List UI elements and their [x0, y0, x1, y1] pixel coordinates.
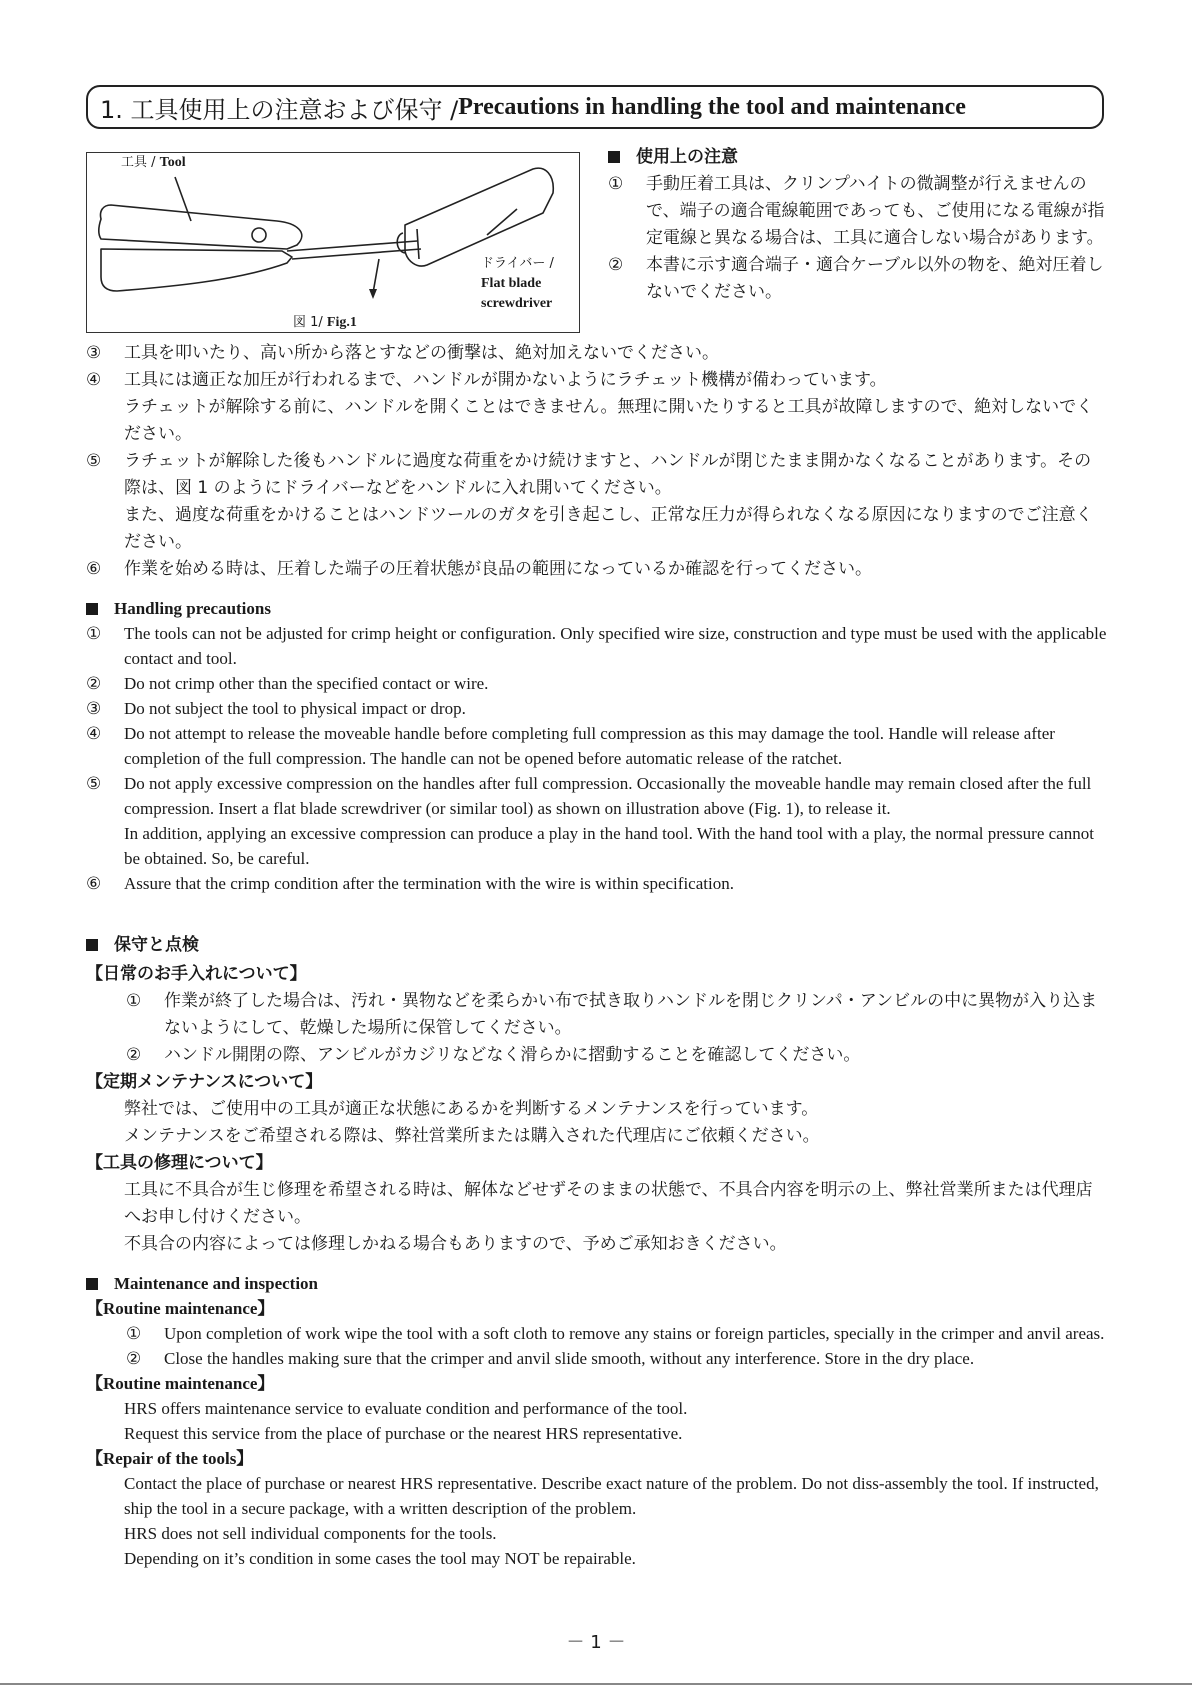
repair-title-en: 【Repair of the tools】 — [86, 1449, 254, 1468]
maintenance-heading-en-text: Maintenance and inspection — [114, 1274, 319, 1293]
usage-item-6 — [86, 556, 1108, 583]
maintenance-heading-jp-text: 保守と点検 — [114, 935, 199, 955]
item-text: Do not crimp other than the specified contact or wire. — [124, 674, 489, 693]
item-text-cont: ラチェットが解除する前に、ハンドルを開くことはできません。無理に開いたりすると工具が故障しますので、絶対しないでください。 — [124, 397, 1094, 444]
repair-line: HRS does not sell individual components for the tools. — [124, 1524, 497, 1543]
repair-line: Depending on it’s condition in some cases the tool may NOT be repairable. — [124, 1549, 636, 1568]
periodic-line: 弊社では、ご使用中の工具が適正な状態にあるかを判断するメンテナンスを行っています。 — [124, 1099, 819, 1119]
item-number: ③ — [86, 699, 102, 718]
usage-item-4 — [86, 367, 1108, 448]
item-number: ⑤ — [86, 451, 102, 471]
usage-notes-jp-full — [86, 340, 1108, 583]
repair-title-jp: 【工具の修理について】 — [86, 1153, 273, 1173]
maintenance-jp — [86, 932, 1108, 1258]
item-text-cont: In addition, applying an excessive compression can produce a play in the hand tool. With the hand tool with a play, the normal pressure cannot be obtained. So, be careful. — [124, 824, 1094, 868]
tool-figure — [86, 152, 580, 333]
page-number: － 1 － — [566, 1632, 626, 1653]
usage-item-2 — [608, 252, 1108, 306]
item-text: ハンドル開閉の際、アンビルがカジリなどなく滑らかに摺動することを確認してください。 — [164, 1045, 861, 1065]
square-bullet-icon — [86, 603, 98, 615]
usage-notes-jp-top — [608, 144, 1108, 306]
item-text: Close the handles making sure that the crimper and anvil slide smooth, without any interference. Store in the dry place. — [164, 1349, 975, 1368]
item-number: ① — [86, 624, 102, 643]
item-number: ① — [126, 1324, 142, 1343]
usage-item-5 — [86, 448, 1108, 556]
periodic-title-jp: 【定期メンテナンスについて】 — [86, 1072, 323, 1092]
driver-label-en-1: Flat blade — [481, 276, 542, 291]
routine-item-1-en — [126, 1321, 1108, 1346]
item-text-cont: また、過度な荷重をかけることはハンドツールのガタを引き起こし、正常な圧力が得られなくなる原因になりますのでご注意ください。 — [124, 505, 1093, 552]
driver-label — [481, 254, 554, 314]
periodic-line: Request this service from the place of purchase or the nearest HRS representative. — [124, 1424, 683, 1443]
driver-label-jp: ドライバー / — [481, 256, 554, 271]
routine-item-1-jp — [126, 988, 1108, 1042]
item-number: ② — [126, 1045, 142, 1065]
item-text: Assure that the crimp condition after the termination with the wire is within specification. — [124, 874, 734, 893]
item-number: ⑤ — [86, 774, 102, 793]
handling-item-5 — [86, 771, 1108, 871]
tool-label-jp: 工具 / — [121, 155, 160, 170]
routine-list-jp — [86, 988, 1108, 1069]
tool-label-en: Tool — [159, 155, 186, 170]
square-bullet-icon — [608, 151, 620, 163]
handling-item-4 — [86, 721, 1108, 771]
item-number: ② — [126, 1349, 142, 1368]
item-text: ラチェットが解除した後もハンドルに過度な荷重をかけ続けますと、ハンドルが閉じたまま開かなくなることがあります。その際は、図 1 のようにドライバーなどをハンドルに入れ開いてください。 — [124, 451, 1092, 498]
routine-item-2-jp — [126, 1042, 1108, 1069]
periodic-text-jp — [86, 1096, 1108, 1150]
routine-item-2-en — [126, 1346, 1108, 1371]
item-number: ⑥ — [86, 559, 102, 579]
item-number: ① — [126, 991, 142, 1011]
item-text: 手動圧着工具は、クリンプハイトの微調整が行えませんので、端子の適合電線範囲であっても、ご使用になる電線が指定電線と異なる場合は、工具に適合しない場合があります。 — [646, 174, 1105, 248]
item-text: Do not attempt to release the moveable handle before completing full compression as this may damage the tool. Handle will release after completion of the full compression. The handle can not be opened before automatic release of the ratchet. — [124, 724, 1055, 768]
maintenance-en — [86, 1271, 1108, 1571]
usage-heading-text: 使用上の注意 — [636, 147, 738, 167]
repair-line: Contact the place of purchase or nearest HRS representative. Describe exact nature of the problem. Do not diss-assembly the tool. If instructed, ship the tool in a secure package, with a written description of the problem. — [124, 1474, 1099, 1518]
handling-item-1 — [86, 621, 1108, 671]
item-text: The tools can not be adjusted for crimp height or configuration. Only specified wire size, construction and type must be used with the applicable contact and tool. — [124, 624, 1107, 668]
item-text: 工具を叩いたり、高い所から落とすなどの衝撃は、絶対加えないでください。 — [124, 343, 719, 363]
tool-label — [121, 151, 186, 171]
item-text: 工具には適正な加圧が行われるまで、ハンドルが開かないようにラチェット機構が備わっています。 — [124, 370, 887, 390]
item-number: ⑥ — [86, 874, 102, 893]
figure-caption-en: Fig.1 — [326, 315, 357, 330]
handling-item-3 — [86, 696, 1108, 721]
repair-line: 不具合の内容によっては修理しかねる場合もありますので、予めご承知おきください。 — [124, 1234, 787, 1254]
item-number: ③ — [86, 343, 102, 363]
handling-heading-text: Handling precautions — [114, 599, 271, 618]
item-text: Do not apply excessive compression on the handles after full compression. Occasionally the moveable handle may remain closed after the full compression. Insert a flat blade screwdriver (or similar tool) as shown on illustration above (Fig. 1), to release it. — [124, 774, 1092, 818]
item-number: ② — [86, 674, 102, 693]
repair-text-jp — [86, 1177, 1108, 1258]
handling-precautions-en — [86, 596, 1108, 896]
item-text: Do not subject the tool to physical impact or drop. — [124, 699, 466, 718]
periodic-line: メンテナンスをご希望される際は、弊社営業所または購入された代理店にご依頼ください。 — [124, 1126, 820, 1146]
section-title — [86, 85, 1104, 129]
item-text: Upon completion of work wipe the tool with a soft cloth to remove any stains or foreign particles, specially in the crimper and anvil areas. — [164, 1324, 1105, 1343]
item-number: ④ — [86, 724, 102, 743]
section-title-jp: 1. 工具使用上の注意および保守 / — [100, 95, 459, 124]
driver-label-en-2: screwdriver — [481, 296, 553, 311]
usage-item-1 — [608, 171, 1108, 252]
figure-caption — [293, 311, 357, 331]
maintenance-heading-jp — [86, 932, 1108, 959]
routine-title-jp: 【日常のお手入れについて】 — [86, 964, 307, 984]
figure-caption-jp: 図 1/ — [293, 315, 327, 330]
handling-item-6 — [86, 871, 1108, 896]
usage-heading — [608, 144, 1108, 171]
item-text: 作業を始める時は、圧着した端子の圧着状態が良品の範囲になっているか確認を行ってください。 — [124, 559, 872, 579]
periodic-line: HRS offers maintenance service to evaluate condition and performance of the tool. — [124, 1399, 688, 1418]
section-title-en: Precautions in handling the tool and maintenance — [458, 93, 966, 120]
item-text: 本書に示す適合端子・適合ケーブル以外の物を、絶対圧着しないでください。 — [646, 255, 1104, 302]
item-number: ④ — [86, 370, 102, 390]
repair-line: 工具に不具合が生じ修理を希望される時は、解体などせずそのままの状態で、不具合内容を明示の上、弊社営業所または代理店へお申し付けください。 — [124, 1180, 1093, 1227]
item-text: 作業が終了した場合は、汚れ・異物などを柔らかい布で拭き取りハンドルを閉じクリンパ・アンビルの中に異物が入り込まないようにして、乾燥した場所に保管してください。 — [164, 991, 1098, 1038]
maintenance-heading-en — [86, 1271, 1108, 1296]
periodic-title-en: 【Routine maintenance】 — [86, 1374, 275, 1393]
repair-text-en — [86, 1471, 1108, 1571]
routine-list-en — [86, 1321, 1108, 1371]
handling-item-2 — [86, 671, 1108, 696]
routine-title-en: 【Routine maintenance】 — [86, 1299, 275, 1318]
usage-item-3 — [86, 340, 1108, 367]
item-number: ② — [608, 255, 624, 275]
square-bullet-icon — [86, 939, 98, 951]
item-number: ① — [608, 174, 624, 194]
handling-heading — [86, 596, 1108, 621]
square-bullet-icon — [86, 1278, 98, 1290]
periodic-text-en — [86, 1396, 1108, 1446]
